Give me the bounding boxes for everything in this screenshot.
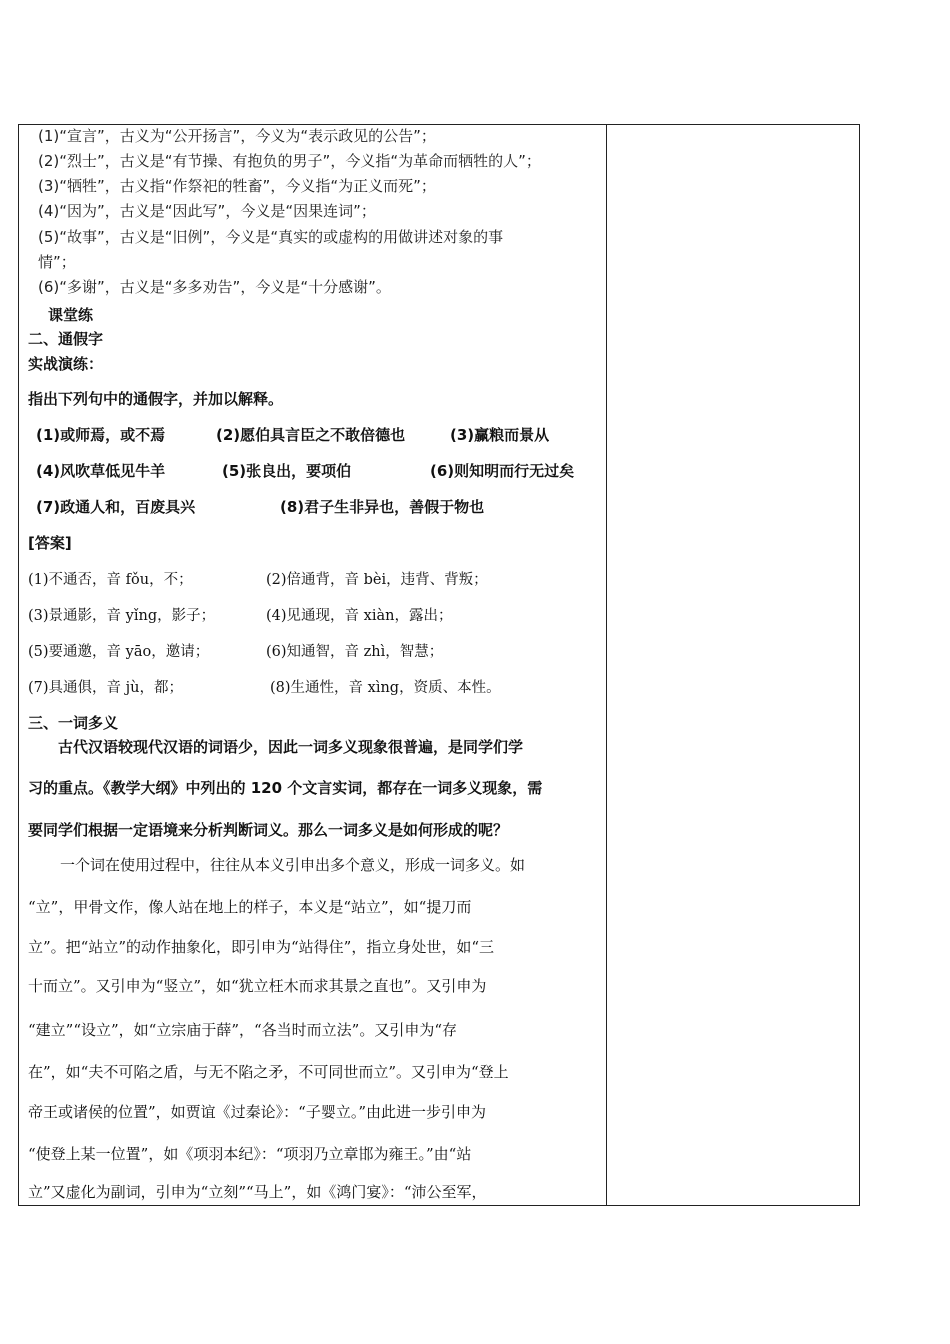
exercise-item: (1)或师焉，或不焉: [36, 426, 166, 444]
scan-line-4: (4)“因为”，古义是“因此写”，今义是“因果连词”；: [38, 202, 376, 220]
body-line: “使登上某一位置”，如《项羽本纪》：“项羽乃立章邯为雍王。”由“站: [28, 1145, 472, 1163]
section3-title: 三、一词多义: [28, 714, 119, 732]
exercise-item: (6)则知明而行无过矣: [430, 462, 575, 480]
intro-line: 习的重点。《教学大纲》中列出的 120 个文言实词，都存在一词多义现象，需: [28, 779, 543, 797]
exercise-item: (8)君子生非异也，善假于物也: [280, 498, 485, 516]
notes-column: [607, 125, 859, 1205]
exercise-item: (3)赢粮而景从: [450, 426, 550, 444]
answer-item: (2)倍通背，音 bèi，违背、背叛；: [266, 572, 488, 588]
answer-item: (7)具通俱，音 jù，都；: [28, 680, 183, 696]
body-line: 在”，如“夫不可陷之盾，与无不陷之矛，不可同世而立”。又引申为“登上: [28, 1063, 509, 1081]
scan-line-7: (6)“多谢”，古义是“多多劝告”，今义是“十分感谢”。: [38, 278, 391, 296]
intro-line: 古代汉语较现代汉语的词语少，因此一词多义现象很普遍，是同学们学: [58, 738, 524, 756]
section2-title: 二、通假字: [28, 330, 104, 348]
exercise-item: (7)政通人和，百废具兴: [36, 498, 196, 516]
scan-line-6: 情”；: [38, 253, 76, 271]
scan-line-2: (2)“烈士”，古义是“有节操、有抱负的男子”，今义指“为革命而牺牲的人”；: [38, 152, 541, 170]
answer-item: (8)生通性，音 xìng，资质、本性。: [270, 680, 501, 696]
exercise-item: (4)风吹草低见牛羊: [36, 462, 166, 480]
section2-practice: 实战演练：: [28, 355, 104, 373]
answer-item: (5)要通邀，音 yāo，邀请；: [28, 644, 210, 660]
intro-line: 要同学们根据一定语境来分析判断词义。那么一词多义是如何形成的呢？: [28, 821, 509, 839]
answer-item: (6)知通智，音 zhì，智慧；: [266, 644, 444, 660]
body-line: 立”。把“站立”的动作抽象化，即引申为“站得住”，指立身处世，如“三: [28, 938, 495, 956]
answer-item: (1)不通否，音 fǒu，不；: [28, 572, 193, 588]
body-line: “建立”“设立”，如“立宗庙于薛”，“各当时而立法”。又引申为“存: [28, 1021, 458, 1039]
exercise-item: (5)张良出，要项伯: [222, 462, 352, 480]
answer-item: (4)见通现，音 xiàn，露出；: [266, 608, 453, 624]
body-line: 帝王或诸侯的位置”，如贾谊《过秦论》：“子婴立。”由此进一步引申为: [28, 1103, 487, 1121]
body-line: 十而立”。又引申为“竖立”，如“犹立枉木而求其景之直也”。又引申为: [28, 977, 487, 995]
scan-cut-heading: 课堂练: [48, 306, 94, 324]
scan-line-3: (3)“牺牲”，古义指“作祭祀的牲畜”，今义指“为正义而死”；: [38, 177, 436, 195]
body-line: 一个词在使用过程中，往往从本义引申出多个意义，形成一词多义。如: [60, 856, 526, 874]
exercise-item: (2)愿伯具言臣之不敢倍德也: [216, 426, 406, 444]
answer-item: (3)景通影，音 yǐng，影子；: [28, 608, 216, 624]
scan-line-1: (1)“宣言”，古义为“公开扬言”，今义为“表示政见的公告”；: [38, 127, 436, 145]
scan-line-5: (5)“故事”，古义是“旧例”，今义是“真实的或虚构的用做讲述对象的事: [38, 228, 504, 246]
body-line: “立”，甲骨文作，像人站在地上的样子，本义是“站立”，如“提刀而: [28, 898, 472, 916]
section2-instruction: 指出下列句中的通假字，并加以解释。: [28, 390, 284, 408]
body-line: 立”又虚化为副词，引申为“立刻”“马上”，如《鸿门宴》：“沛公至军，: [28, 1183, 487, 1201]
answer-label: [答案]: [28, 534, 72, 552]
